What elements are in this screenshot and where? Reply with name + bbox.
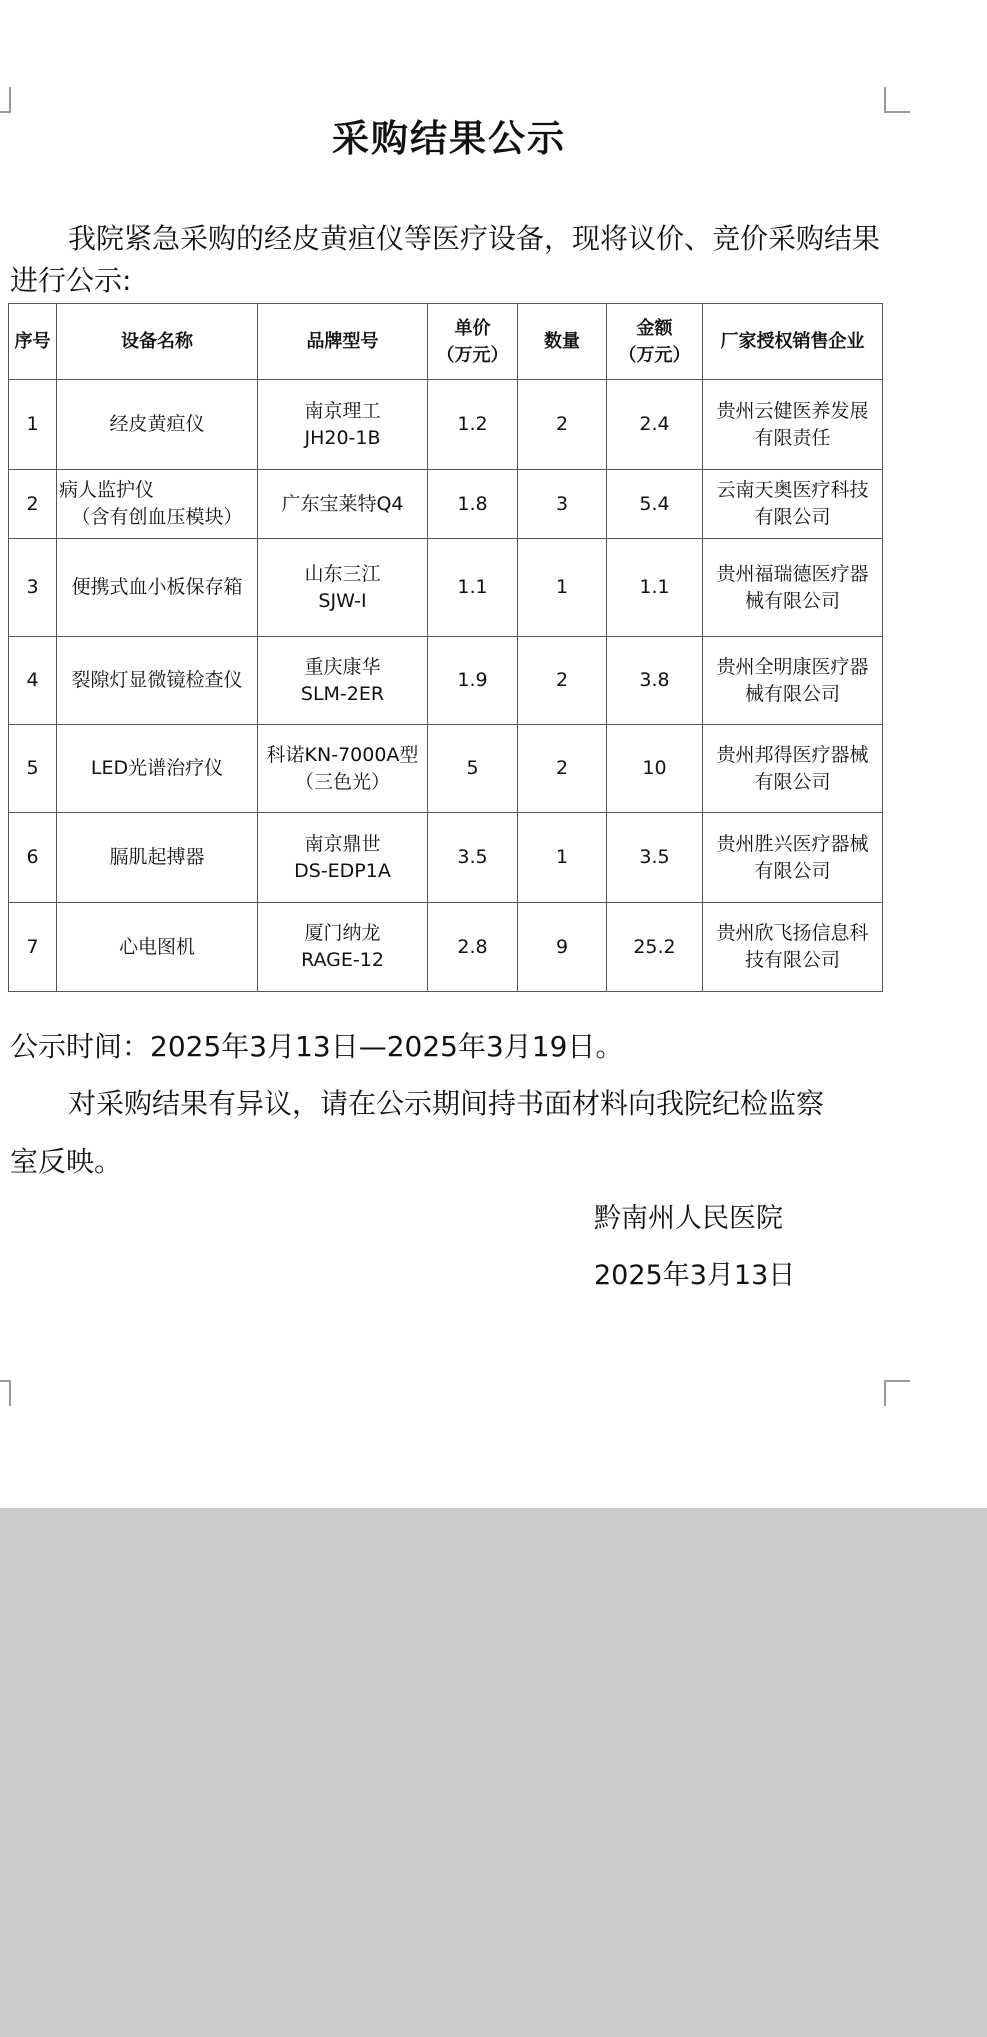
cell-vendor xyxy=(703,903,883,992)
cell-no: 7 xyxy=(9,903,57,992)
cell-vendor-line2: 有限公司 xyxy=(754,770,831,793)
cell-no: 5 xyxy=(9,725,57,813)
table-row xyxy=(9,813,883,903)
header-amount xyxy=(607,304,703,380)
cell-model xyxy=(258,637,428,725)
cell-no: 3 xyxy=(9,539,57,637)
table-row xyxy=(9,470,883,539)
header-price-line1: 单价 xyxy=(454,317,491,339)
cell-name: 经皮黄疸仪 xyxy=(57,380,258,470)
cell-amount: 1.1 xyxy=(607,539,703,637)
cell-model: 广东宝莱特Q4 xyxy=(258,470,428,539)
cell-name: 便携式血小板保存箱 xyxy=(57,539,258,637)
cell-vendor xyxy=(703,380,883,470)
cell-price: 5 xyxy=(428,725,518,813)
cell-amount: 2.4 xyxy=(607,380,703,470)
cell-name-line2: （含有创血压模块） xyxy=(71,506,243,528)
cell-model-line2: SJW-I xyxy=(318,589,367,612)
signature-org: 黔南州人民医院 xyxy=(594,1203,783,1234)
cell-vendor xyxy=(703,470,883,539)
cell-name: LED光谱治疗仪 xyxy=(57,725,258,813)
cell-amount: 5.4 xyxy=(607,470,703,539)
cell-vendor xyxy=(703,725,883,813)
objection-line-1: 对采购结果有异议，请在公示期间持书面材料向我院纪检监察 xyxy=(68,1087,825,1120)
cell-vendor-line1: 贵州欣飞扬信息科 xyxy=(716,922,869,944)
page-corner-mark xyxy=(0,1380,11,1406)
cell-qty: 2 xyxy=(518,380,607,470)
cell-vendor-line2: 有限公司 xyxy=(754,859,831,882)
cell-vendor xyxy=(703,539,883,637)
cell-model-line1: 重庆康华 xyxy=(304,655,381,678)
cell-amount: 3.8 xyxy=(607,637,703,725)
cell-amount: 3.5 xyxy=(607,813,703,903)
cell-vendor xyxy=(703,813,883,903)
cell-vendor-line2: 有限责任 xyxy=(754,426,831,449)
header-amount-line2: （万元） xyxy=(618,344,691,366)
header-model: 品牌型号 xyxy=(258,304,428,380)
cell-name: 裂隙灯显微镜检查仪 xyxy=(57,637,258,725)
cell-price: 1.9 xyxy=(428,637,518,725)
cell-no: 2 xyxy=(9,470,57,539)
cell-vendor-line1: 贵州云健医养发展 xyxy=(716,399,869,422)
cell-model-line2: DS-EDP1A xyxy=(294,859,391,882)
cell-name: 膈肌起搏器 xyxy=(57,813,258,903)
header-no: 序号 xyxy=(9,304,57,380)
cell-vendor-line1: 贵州福瑞德医疗器 xyxy=(716,562,869,585)
cell-vendor-line1: 贵州邦得医疗器械 xyxy=(716,743,869,766)
cell-qty: 2 xyxy=(518,725,607,813)
cell-price: 3.5 xyxy=(428,813,518,903)
cell-model xyxy=(258,903,428,992)
cell-vendor xyxy=(703,637,883,725)
cell-vendor-line2: 有限公司 xyxy=(754,506,831,528)
viewer-background xyxy=(0,1508,987,2037)
cell-model-line1: 山东三江 xyxy=(304,562,381,585)
cell-vendor-line1: 贵州全明康医疗器 xyxy=(716,655,869,678)
cell-qty: 2 xyxy=(518,637,607,725)
cell-name-line1: 病人监护仪 xyxy=(59,479,155,501)
cell-model-line2: （三色光） xyxy=(294,770,390,793)
cell-model xyxy=(258,813,428,903)
cell-model xyxy=(258,725,428,813)
header-name: 设备名称 xyxy=(57,304,258,380)
table-row xyxy=(9,637,883,725)
cell-model-line2: SLM-2ER xyxy=(300,682,385,705)
header-vendor: 厂家授权销售企业 xyxy=(703,304,883,380)
cell-no: 6 xyxy=(9,813,57,903)
header-price xyxy=(428,304,518,380)
cell-price: 2.8 xyxy=(428,903,518,992)
cell-no: 4 xyxy=(9,637,57,725)
cell-model-line1: 厦门纳龙 xyxy=(304,922,381,944)
cell-vendor-line2: 技有限公司 xyxy=(744,949,840,971)
notice-time: 公示时间：2025年3月13日—2025年3月19日。 xyxy=(10,1030,624,1063)
page-corner-mark xyxy=(884,1380,910,1406)
header-price-line2: （万元） xyxy=(436,344,509,366)
cell-price: 1.8 xyxy=(428,470,518,539)
signature-date: 2025年3月13日 xyxy=(594,1260,796,1291)
cell-amount: 25.2 xyxy=(607,903,703,992)
cell-qty: 3 xyxy=(518,470,607,539)
cell-model-line1: 南京鼎世 xyxy=(304,832,381,855)
cell-model xyxy=(258,380,428,470)
table-header-row xyxy=(9,304,883,380)
cell-model-line1: 科诺KN-7000A型 xyxy=(266,743,419,766)
objection-line-2: 室反映。 xyxy=(10,1145,123,1178)
header-qty: 数量 xyxy=(518,304,607,380)
cell-vendor-line2: 械有限公司 xyxy=(744,589,840,612)
cell-name: 心电图机 xyxy=(57,903,258,992)
cell-vendor-line1: 贵州胜兴医疗器械 xyxy=(716,832,869,855)
cell-price: 1.1 xyxy=(428,539,518,637)
cell-model-line1: 南京理工 xyxy=(304,399,381,422)
cell-vendor-line1: 云南天奥医疗科技 xyxy=(716,479,869,501)
table-row xyxy=(9,725,883,813)
table-row xyxy=(9,903,883,992)
cell-qty: 1 xyxy=(518,813,607,903)
page-title: 采购结果公示 xyxy=(332,117,566,160)
cell-qty: 1 xyxy=(518,539,607,637)
cell-amount: 10 xyxy=(607,725,703,813)
procurement-table xyxy=(8,303,883,992)
cell-no: 1 xyxy=(9,380,57,470)
cell-model-line2: JH20-1B xyxy=(304,426,381,449)
table-row xyxy=(9,539,883,637)
intro-paragraph: 我院紧急采购的经皮黄疸仪等医疗设备，现将议价、竞价采购结果进行公示: xyxy=(10,222,881,297)
cell-model-line2: RAGE-12 xyxy=(301,949,384,971)
header-amount-line1: 金额 xyxy=(636,317,673,339)
table-row xyxy=(9,380,883,470)
cell-name xyxy=(57,470,258,539)
cell-model xyxy=(258,539,428,637)
cell-qty: 9 xyxy=(518,903,607,992)
cell-vendor-line2: 械有限公司 xyxy=(744,682,840,705)
cell-price: 1.2 xyxy=(428,380,518,470)
